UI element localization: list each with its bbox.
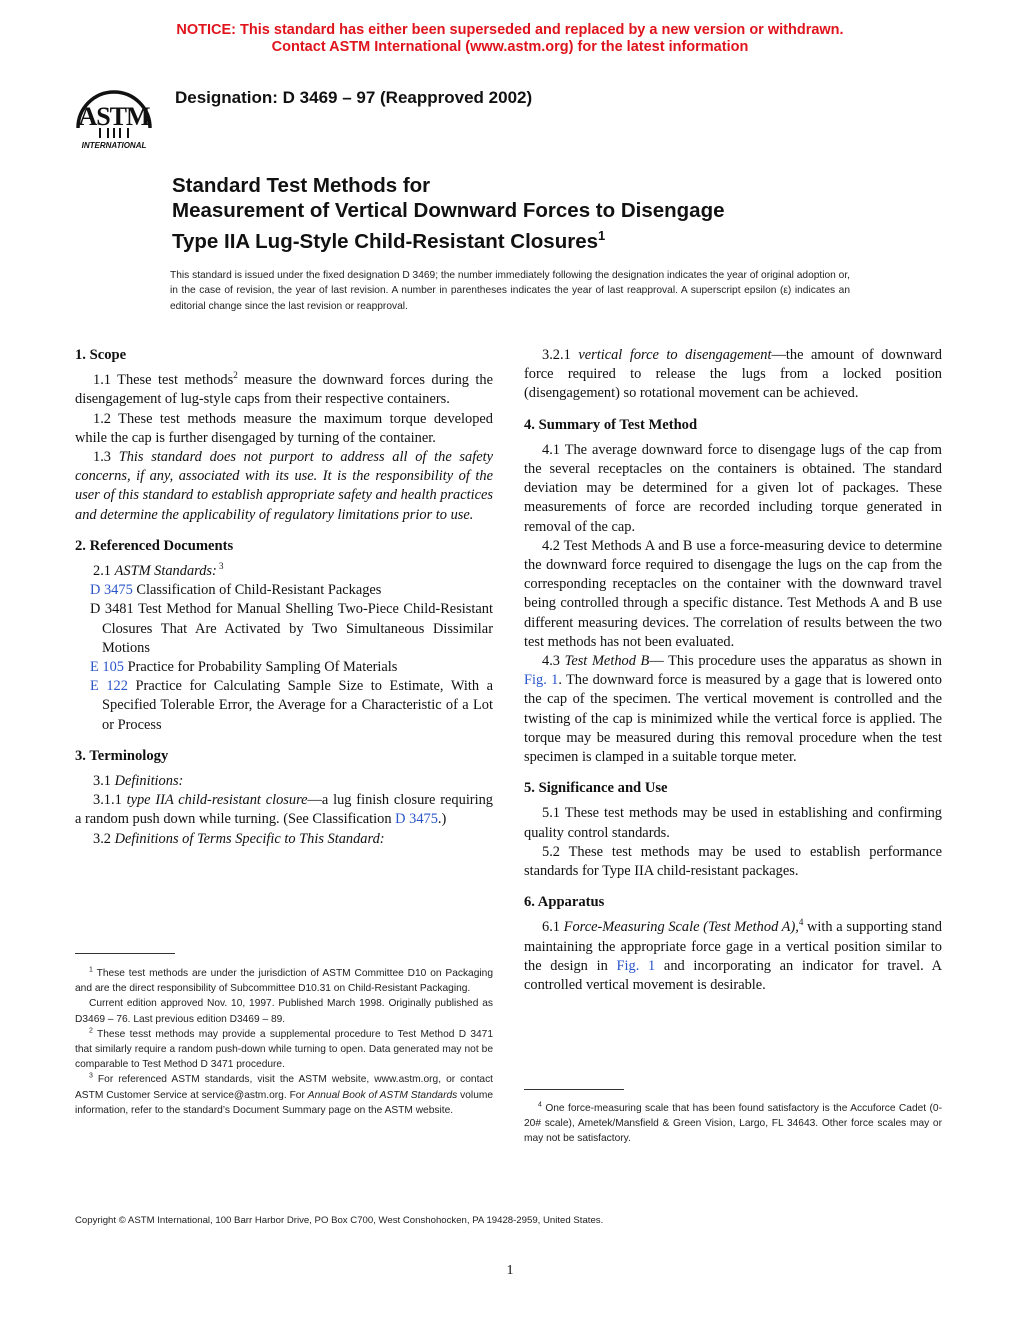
para-5-1: 5.1 These test methods may be used in establishing and confirming quality control standards. [524, 805, 942, 841]
notice-line-1: NOTICE: This standard has either been superseded and replaced by a new version or withdrawn. [176, 22, 844, 38]
designation: Designation: D 3469 – 97 (Reapproved 2002) [175, 88, 533, 107]
logo-subtext: INTERNATIONAL [81, 141, 147, 150]
footnote-4: $^4$ One force-measuring scale that has been found satisfactory is the Accuforce Cadet (0-20# scale), Ametek/Mansfield & Green Vision, Largo, FL 34643. Other force scales may or may not be satisfactory. [524, 1101, 942, 1145]
left-column [75, 346, 493, 849]
ref-e122: E 122 Practice for Calculating Sample Size to Estimate, With a Specified Tolerable Error, the Average for a Characteristic of a Lot or Process [90, 678, 493, 733]
footnotes-right [524, 1101, 942, 1147]
right-column [524, 346, 942, 995]
section-4-heading: 4. Summary of Test Method [524, 416, 698, 433]
ref-e105: E 105 Practice for Probability Sampling Of Materials [90, 659, 398, 676]
astm-logo [64, 78, 164, 150]
para-3-1: 3.1 Definitions: [93, 773, 184, 790]
para-4-2: 4.2 Test Methods A and B use a force-measuring device to determine the downward force required to disengage the lugs on the cap from the corresponding receptacles on the container with the downward travel being controlled through a specific distance. Test Methods A and B use different measuring devices. The correlation of results between the two test methods has not been evaluated. [524, 537, 942, 650]
link-fig-1[interactable]: Fig. 1 [524, 672, 559, 689]
title-line-2: Measurement of Vertical Downward Forces to Disengage [172, 199, 725, 222]
title-footnote-mark: 1 [598, 228, 606, 243]
para-6-1: 6.1 Force-Measuring Scale (Test Method A),$^4$ with a supporting stand maintaining the appropriate force gage in a vertical position similar to the design in Fig. 1 and incorporating an indicator for travel. A controlled vertical movement is desirable. [524, 917, 943, 994]
footnote-2: $^2$ These tesst methods may provide a supplemental procedure to Test Method D 3471 that similarly require a random push-down while turning to open. Data generated may not be comparable to Test Method D 3471 procedure. [75, 1027, 493, 1071]
notice-line-2: Contact ASTM International (www.astm.org) for the latest information [271, 39, 749, 55]
footnote-1b: Current edition approved Nov. 10, 1997. Published March 1998. Originally published as D3469 – 76. Last previous edition D3469 – 89. [75, 998, 493, 1025]
ref-link-e122[interactable]: E 122 [90, 678, 128, 695]
footnote-3: $^3$ For referenced ASTM standards, visit the ASTM website, www.astm.org, or contact ASTM Customer Service at service@astm.org. For Annual Book of ASTM Standards volume information, refer to the standard’s Document Summary page on the ASTM website. [75, 1073, 494, 1116]
para-3-2-1: 3.2.1 vertical force to disengagement—the amount of downward force required to release the lugs from a locked position (disengagement) so rotational movement can be achieved. [524, 347, 942, 402]
ref-d3475: D 3475 Classification of Child-Resistant Packages [90, 582, 382, 599]
link-d3475[interactable]: D 3475 [395, 811, 438, 828]
ref-link-e105[interactable]: E 105 [90, 659, 124, 676]
copyright: Copyright © ASTM International, 100 Barr Harbor Drive, PO Box C700, West Conshohocken, PA 19428-2959, United States. [75, 1215, 604, 1226]
section-1-heading: 1. Scope [75, 347, 127, 363]
footnotes-left [75, 966, 493, 1118]
footnote-rule-left [75, 953, 175, 954]
title-line-3: Type IIA Lug-Style Child-Resistant Closures$^1$ [172, 228, 606, 253]
title-line-1: Standard Test Methods for [172, 174, 431, 197]
para-3-1-1: 3.1.1 type IIA child-resistant closure—a lug finish closure requiring a random push down while turning. (See Classification D 3475.) [75, 792, 493, 828]
notice-banner [0, 22, 1020, 56]
footnote-rule-right [524, 1089, 624, 1090]
para-2-1: 2.1 ASTM Standards: $^3$ [93, 561, 224, 580]
logo-text: ASTM [78, 102, 150, 131]
section-2-heading: 2. Referenced Documents [75, 537, 234, 554]
section-3-heading: 3. Terminology [75, 747, 169, 764]
page-number: 1 [506, 1263, 514, 1278]
section-6-heading: 6. Apparatus [524, 894, 605, 911]
document-title [172, 173, 872, 254]
para-5-2: 5.2 These test methods may be used to establish performance standards for Type IIA child-resistant packages. [524, 843, 942, 880]
link-fig-1-apparatus[interactable]: Fig. 1 [616, 957, 656, 974]
ref-link-d3475[interactable]: D 3475 [90, 582, 133, 599]
standard-note: This standard is issued under the fixed designation D 3469; the number immediately following the designation indicates the year of original adoption or, in the case of revision, the year of last revision. A number in parentheses indicates the year of last reapproval. A superscript epsilon (ε) indicates an editorial change since the last revision or reapproval. [170, 270, 850, 312]
footnote-1: $^1$ These test methods are under the jurisdiction of ASTM Committee D10 on Packaging and are the direct responsibility of Subcommittee D10.31 on Child-Resistant Packaging. [75, 966, 493, 995]
para-1-2: 1.2 These test methods measure the maximum torque developed while the cap is further disengaged by turning of the container. [75, 410, 493, 446]
ref-d3481: D 3481 Test Method for Manual Shelling Two-Piece Child-Resistant Closures That Are Activated by Two Simultaneous Dissimilar Motions [90, 601, 493, 656]
para-4-1: 4.1 The average downward force to disengage lugs of the cap from the several receptacles on the containers is obtained. The standard deviation may be determined for a given lot of packages. These measurements of force are recorded including torque generated in removal of the cap. [524, 441, 942, 535]
para-1-1: 1.1 These test methods$^2$ measure the downward forces during the disengagement of lug-style caps from their respective containers. [75, 370, 493, 408]
para-4-3: 4.3 Test Method B— This procedure uses the apparatus as shown in Fig. 1. The downward force is measured by a gage that is lowered onto the cap of the specimen. The vertical movement is controlled and the twisting of the cap is minimized while the vertical force is applied. The torque may be measured during this removal procedure when the test specimen is clamped in a suitable torque meter. [524, 653, 942, 766]
para-3-2: 3.2 Definitions of Terms Specific to This Standard: [93, 830, 385, 847]
para-1-3: 1.3 This standard does not purport to address all of the safety concerns, if any, associated with its use. It is the responsibility of the user of this standard to establish appropriate safety and health practices and determine the applicability of regulatory limitations prior to use. [75, 449, 493, 523]
section-5-heading: 5. Significance and Use [524, 780, 668, 797]
